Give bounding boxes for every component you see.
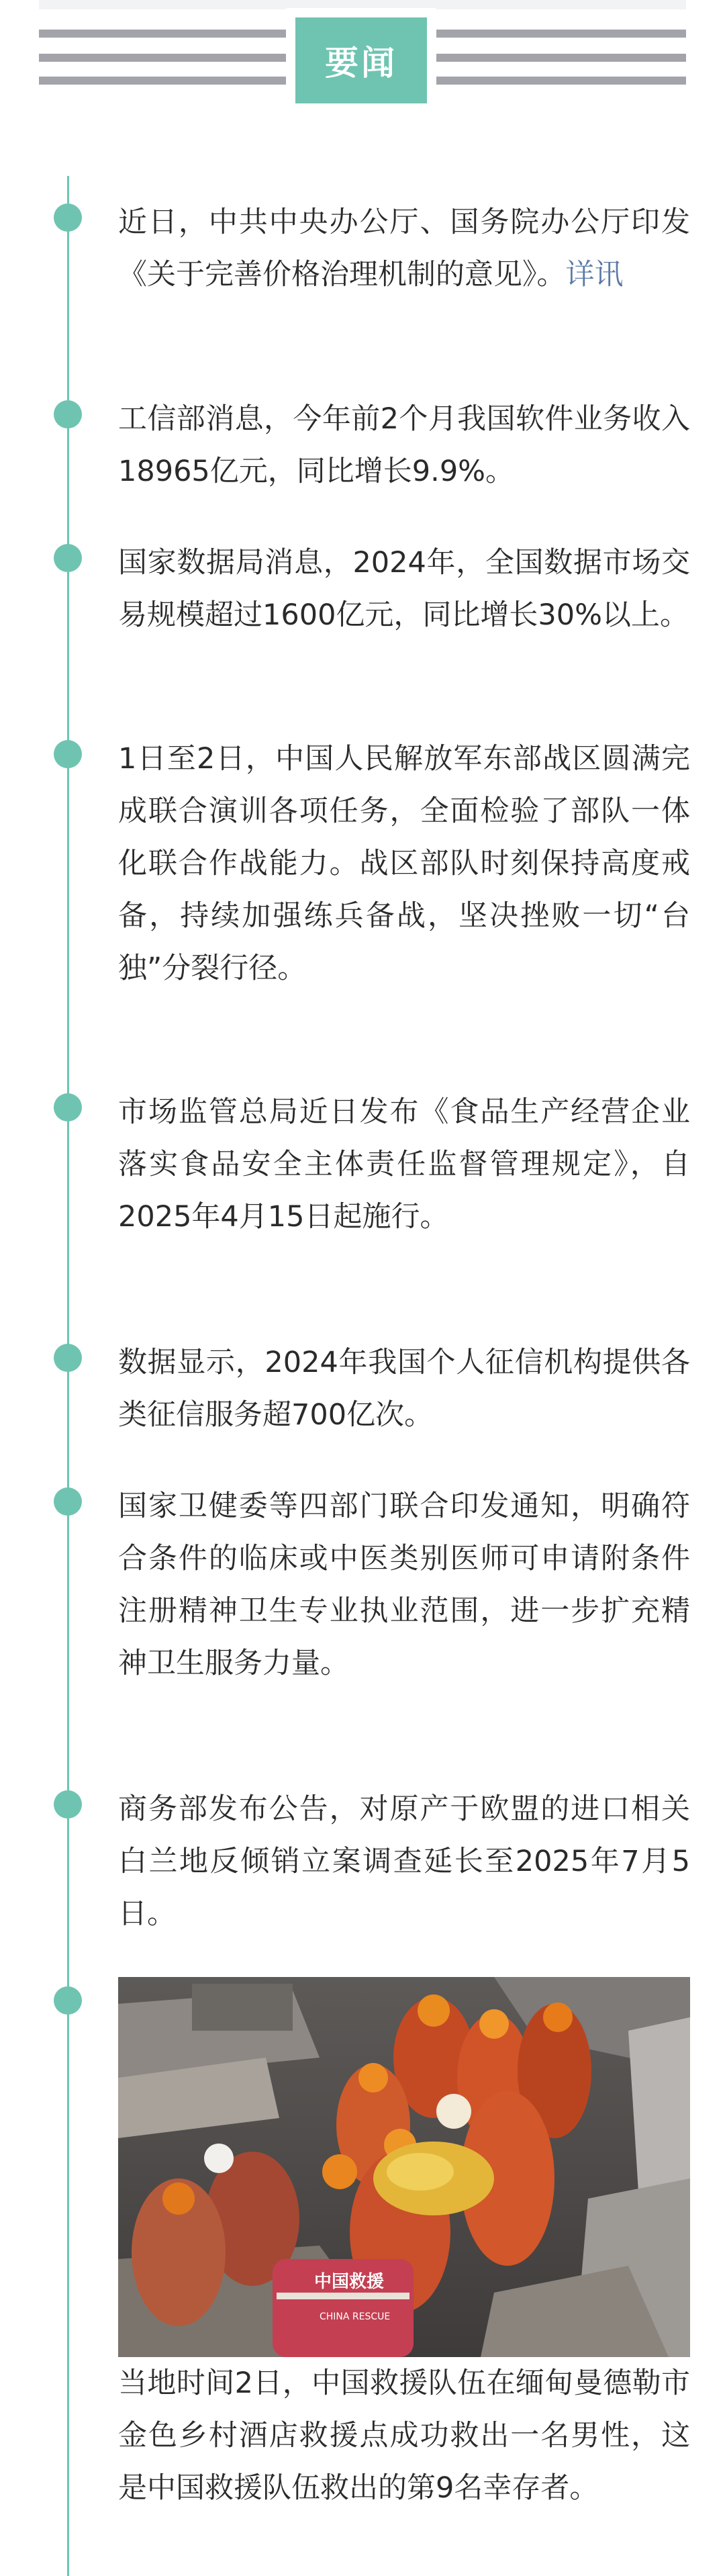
news-item (118, 1336, 690, 1441)
news-item (118, 537, 690, 641)
news-item (118, 393, 690, 498)
news-text: 国家数据局消息，2024年，全国数据市场交易规模超过1600亿元，同比增长30%以上。 (118, 546, 690, 632)
news-item (118, 1480, 690, 1690)
news-text: 1日至2日，中国人民解放军东部战区圆满完成联合演训各项任务，全面检验了部队一体化联合作战能力。战区部队时刻保持高度戒备，持续加强练兵备战，坚决挫败一切“台独”分裂行径。 (118, 742, 690, 985)
section-title: 要闻 (295, 17, 427, 103)
news-item-body: 近日，中共中央办公厅、国务院办公厅印发《关于完善价格治理机制的意见》。 (118, 205, 690, 291)
detail-link[interactable]: 详讯 (565, 258, 624, 291)
timeline-dot (54, 740, 82, 768)
timeline-dot (54, 203, 82, 232)
section-header (39, 30, 686, 87)
timeline-dot (54, 1790, 82, 1819)
news-text: 市场监管总局近日发布《食品生产经营企业落实食品安全主体责任监督管理规定》，自2025年4月15日起施行。 (118, 1095, 690, 1234)
news-text: 商务部发布公告，对原产于欧盟的进口相关白兰地反倾销立案调查延长至2025年7月5日。 (118, 1792, 690, 1931)
timeline-dot (54, 400, 82, 428)
news-text: 工信部消息，今年前2个月我国软件业务收入18965亿元，同比增长9.9%。 (118, 402, 690, 488)
news-item (118, 196, 690, 301)
news-item (118, 1783, 690, 1940)
timeline-dot (54, 544, 82, 572)
timeline-dot (54, 1487, 82, 1516)
news-item (118, 1086, 690, 1243)
photo-caption (118, 2357, 690, 2514)
timeline-dot (54, 1093, 82, 1121)
top-divider (39, 0, 686, 9)
timeline-dot (54, 1344, 82, 1372)
timeline-line (67, 176, 69, 2576)
rescue-photo (118, 1977, 690, 2357)
rescue-photo-illustration (118, 1977, 690, 2357)
news-text: 数据显示，2024年我国个人征信机构提供各类征信服务超700亿次。 (118, 1346, 690, 1432)
news-item (118, 733, 690, 995)
timeline-dot (54, 1986, 82, 2015)
caption-text: 当地时间2日，中国救援队伍在缅甸曼德勒市金色乡村酒店救援点成功救出一名男性，这是中国救援队伍救出的第9名幸存者。 (118, 2366, 690, 2505)
vest-subtext: CHINA RESCUE (320, 2311, 391, 2322)
vest-text: 中国救援 (314, 2272, 385, 2292)
news-text: 国家卫健委等四部门联合印发通知，明确符合条件的临床或中医类别医师可申请附条件注册精神卫生专业执业范围，进一步扩充精神卫生服务力量。 (118, 1489, 690, 1680)
news-text (118, 196, 690, 301)
